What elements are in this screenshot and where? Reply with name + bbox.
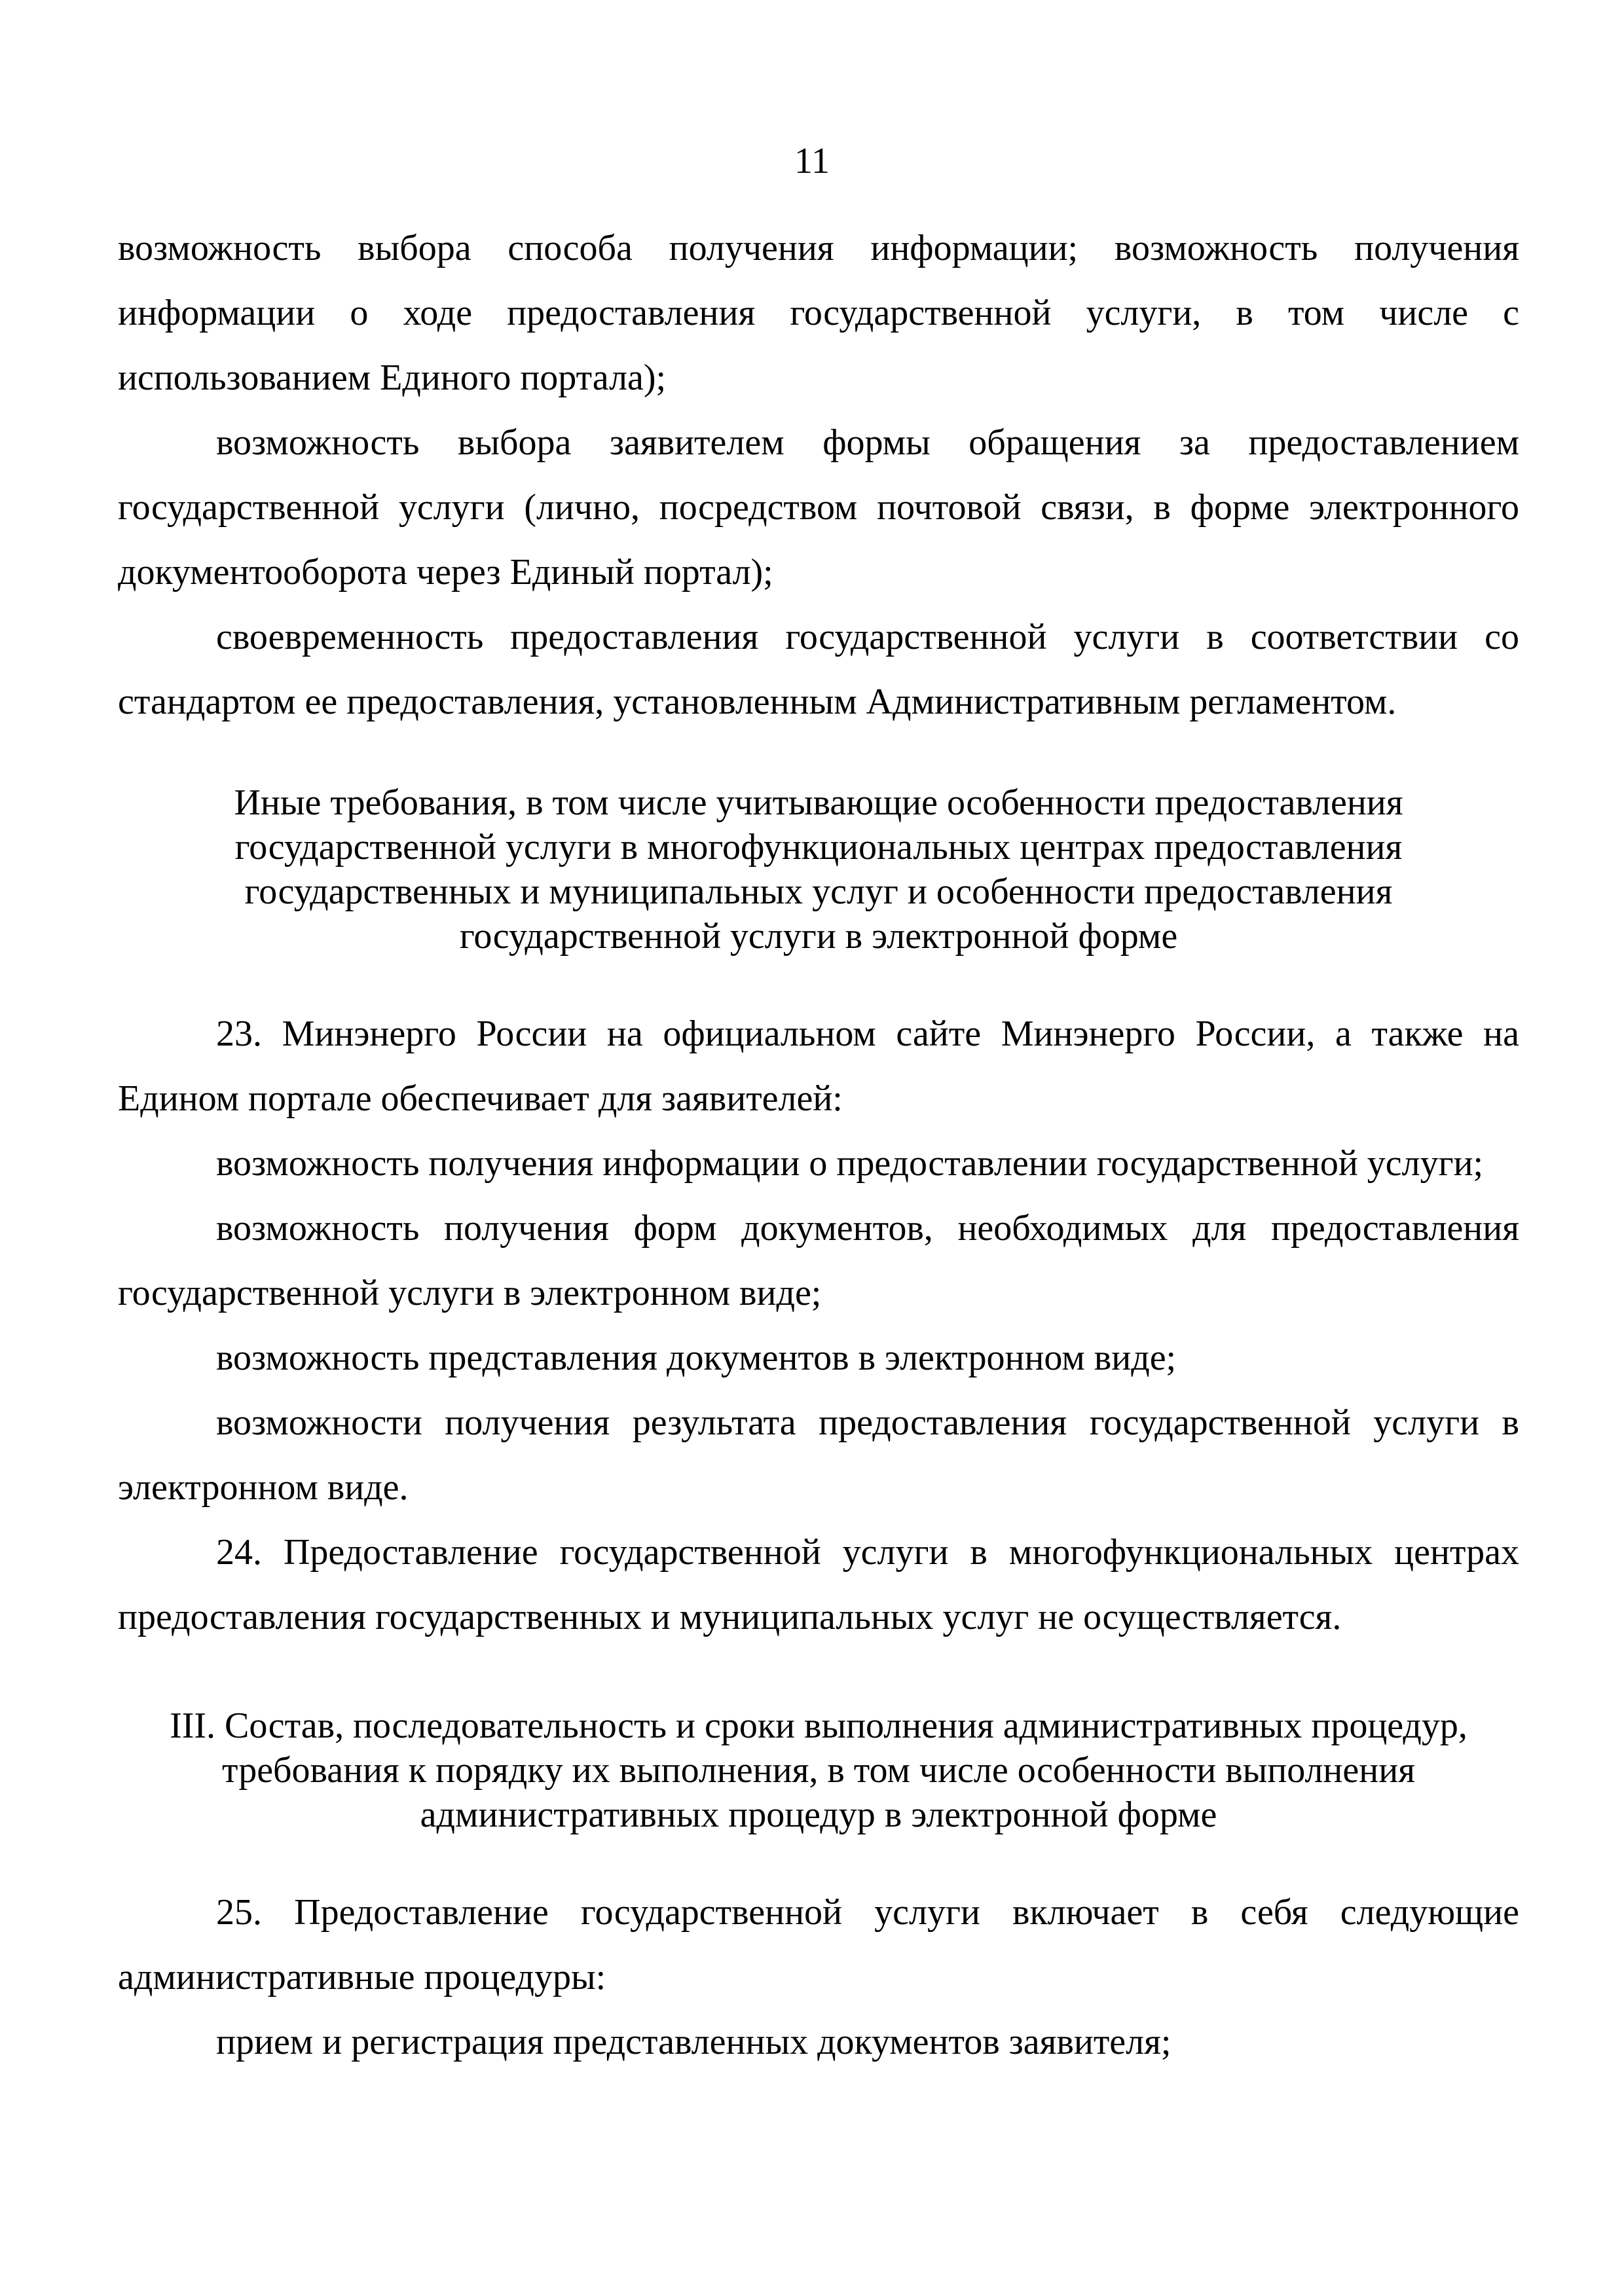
- heading-line: государственной услуги в многофункциональных центрах предоставления: [234, 827, 1403, 867]
- paragraph-form-of-request: возможность выбора заявителем формы обращения за предоставлением государственной услуги (лично, посредством почтовой связи, в форме электронного документооборота через Единый портал);: [118, 422, 1519, 592]
- heading-line: III. Состав, последовательность и сроки выполнения административных процедур,: [170, 1705, 1467, 1746]
- heading-line: административных процедур в электронной форме: [420, 1795, 1217, 1835]
- heading-line: Иные требования, в том числе учитывающие особенности предоставления: [234, 782, 1403, 823]
- paragraph-documents-submission: возможность представления документов в электронном виде;: [216, 1338, 1177, 1378]
- paragraph-timeliness: своевременность предоставления государственной услуги в соответствии со стандартом ее предоставления, установленным Административным регламентом.: [118, 617, 1519, 722]
- paragraph-info-options: возможность выбора способа получения информации; возможность получения информации о ходе предоставления государственной услуги, в том числе с использованием Единого портала);: [118, 228, 1519, 398]
- paragraph-info-receipt: возможность получения информации о предоставлении государственной услуги;: [216, 1143, 1484, 1184]
- paragraph-intake-registration: прием и регистрация представленных документов заявителя;: [216, 2022, 1172, 2062]
- section-heading-iii: [118, 1704, 1519, 1837]
- paragraph-result-receipt: возможности получения результата предоставления государственной услуги в электронном виде.: [118, 1402, 1519, 1508]
- paragraph-23: 23. Минэнерго России на официальном сайте Минэнерго России, а также на Едином портале обеспечивает для заявителей:: [118, 1013, 1519, 1119]
- paragraph-24: 24. Предоставление государственной услуги в многофункциональных центрах предоставления государственных и муниципальных услуг не осуществляется.: [118, 1532, 1519, 1637]
- page-number: 11: [794, 141, 830, 181]
- heading-line: требования к порядку их выполнения, в том числе особенности выполнения: [222, 1750, 1415, 1791]
- paragraph-25: 25. Предоставление государственной услуги включает в себя следующие административные процедуры:: [118, 1892, 1519, 1997]
- paragraph-forms-receipt: возможность получения форм документов, необходимых для предоставления государственной услуги в электронном виде;: [118, 1208, 1519, 1313]
- heading-line: государственной услуги в электронной форме: [459, 916, 1178, 957]
- heading-line: государственных и муниципальных услуг и особенности предоставления: [244, 871, 1393, 912]
- section-heading-other-requirements: [118, 780, 1519, 958]
- document-body: [118, 216, 1519, 2075]
